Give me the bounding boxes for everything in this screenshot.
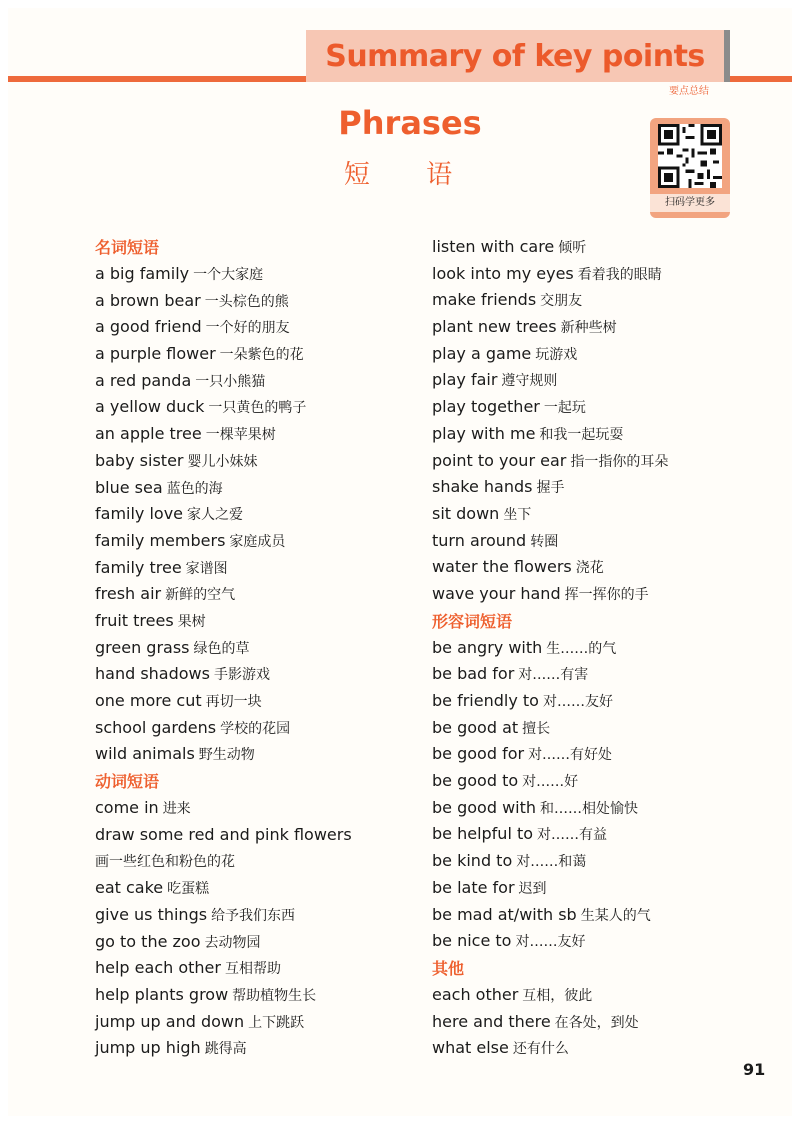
phrase-row [95,288,415,315]
phrase-chinese: 再切一块 [205,694,262,710]
phrase-chinese: 对……友好 [515,934,586,951]
phrase-english: be good with [432,797,537,817]
phrase-row [432,528,772,555]
phrase-chinese: 帮助植物生长 [232,987,317,1004]
qr-label: 扫码学更多 [650,194,730,212]
phrase-english: turn around [432,530,527,550]
phrase-chinese: 给予我们东西 [211,907,296,924]
phrase-chinese: 新种些树 [560,320,617,337]
phrase-english: jump up and down [95,1011,245,1031]
phrase-row [95,982,415,1009]
summary-subtitle: 要点总结 [669,86,709,97]
phrase-english: help each other [95,958,221,978]
phrase-row [432,768,772,795]
phrase-chinese: 一朵紫色的花 [219,347,304,364]
phrase-row [432,982,772,1009]
phrase-row [432,367,772,394]
phrase-row [432,688,772,715]
phrase-english: fruit trees [95,610,174,630]
phrase-row [432,1035,772,1062]
phrase-chinese: 互相，彼此 [522,987,593,1004]
phrase-english: water the flowers [432,557,572,577]
phrase-english: draw some red and pink flowers [95,824,352,844]
phrase-english: what else [432,1038,509,1058]
phrase-chinese: 指一指你的耳朵 [570,453,669,470]
phrase-row [432,474,772,501]
phrase-chinese: 学校的花园 [220,720,291,737]
phrase-chinese: 家人之爱 [187,507,244,524]
phrase-row [95,635,415,662]
phrase-english: hand shadows [95,664,210,684]
phrase-row [95,715,415,742]
phrase-chinese: 进来 [162,801,191,818]
phrase-chinese: 浇花 [575,560,604,577]
phrase-chinese: 对……有害 [518,667,589,684]
phrase-row [95,741,415,768]
page-number: 91 [743,1060,766,1079]
noun-phrase-list [95,261,415,768]
phrase-row [432,554,772,581]
phrase-row [95,475,415,502]
phrase-row [432,1009,772,1036]
phrase-row [95,501,415,528]
phrase-english: sit down [432,503,500,523]
phrase-row [95,555,415,582]
phrase-chinese: 在各处，到处 [554,1014,639,1031]
phrase-chinese: 握手 [536,480,565,497]
phrase-chinese: 一起玩 [543,400,586,417]
phrase-chinese: 蓝色的海 [166,480,223,497]
phrase-chinese: 上下跳跃 [248,1014,305,1031]
page-title: Phrases [338,104,482,142]
phrase-english: listen with care [432,237,555,256]
phrase-chinese: 吃蛋糕 [167,881,210,898]
phrase-english: baby sister [95,450,184,470]
phrase-row [432,741,772,768]
phrase-english: school gardens [95,717,217,737]
phrase-chinese: 对……有益 [537,827,608,844]
phrase-chinese: 迟到 [518,880,547,897]
phrase-english: give us things [95,904,208,924]
phrase-chinese: 一只黄色的鸭子 [208,400,307,417]
phrase-chinese: 还有什么 [512,1041,569,1058]
phrase-row [432,875,772,902]
phrase-chinese: 一只小熊猫 [195,373,266,390]
phrase-row [432,501,772,528]
phrase-english: be good at [432,717,519,737]
qr-code-icon [658,124,722,188]
phrase-chinese: 果树 [177,613,206,630]
phrase-row [95,448,415,475]
phrase-row [95,848,415,875]
phrase-english: be friendly to [432,691,539,710]
section-heading-adj: 形容词短语 [432,611,513,631]
phrase-row [95,421,415,448]
phrase-chinese: 野生动物 [198,747,255,764]
phrase-english: an apple tree [95,424,202,444]
phrase-chinese: 一个好的朋友 [205,320,290,337]
phrase-chinese: 手影游戏 [213,667,270,684]
phrase-english: play a game [432,343,532,363]
phrase-english: be kind to [432,851,513,871]
page [8,8,792,1116]
phrase-row [95,902,415,929]
phrase-english: family members [95,530,226,550]
phrase-english: a brown bear [95,290,201,310]
phrase-english: a purple flower [95,344,216,364]
phrase-english: play together [432,397,540,417]
phrase-english: green grass [95,637,190,657]
phrase-chinese: 对……好 [522,774,579,791]
phrase-chinese: 一个大家庭 [193,267,264,283]
phrase-row [95,368,415,395]
phrase-row [432,234,772,261]
qr-code-box[interactable] [650,118,730,218]
phrase-row [432,715,772,742]
phrase-chinese: 新鲜的空气 [165,587,236,604]
phrase-english: be helpful to [432,824,534,844]
phrase-row [432,661,772,688]
phrase-chinese: 生……的气 [546,640,617,657]
phrase-chinese: 看着我的眼睛 [577,266,662,283]
phrase-chinese: 遵守规则 [501,373,558,390]
phrase-chinese: 对……友好 [542,694,613,710]
phrase-chinese: 擅长 [522,720,551,737]
phrase-english: fresh air [95,584,162,604]
phrase-chinese: 绿色的草 [193,640,250,657]
phrase-chinese: 和……相处愉快 [540,800,639,817]
phrase-english: jump up high [95,1038,201,1058]
phrase-chinese: 家庭成员 [229,533,286,550]
phrase-english: be late for [432,877,515,897]
phrase-english: wave your hand [432,583,561,603]
phrase-row [95,955,415,982]
phrase-chinese: 家谱图 [185,560,228,577]
phrase-english: a good friend [95,317,202,337]
phrase-row [432,581,772,608]
phrase-row [432,928,772,955]
phrase-chinese: 对……有好处 [528,747,613,764]
phrase-english: plant new trees [432,317,557,337]
summary-tab [306,30,730,82]
phrase-row [432,314,772,341]
phrase-row [432,287,772,314]
phrase-english: be good to [432,771,519,791]
phrase-chinese: 去动物园 [204,934,261,951]
summary-title: Summary of key points [325,38,705,74]
phrase-row [432,448,772,475]
phrase-row [432,635,772,662]
phrase-english: point to your ear [432,450,567,470]
section-heading-noun: 名词短语 [95,238,160,257]
phrase-row [95,822,415,849]
phrase-english: be bad for [432,664,515,684]
section-heading-other: 其他 [432,958,465,978]
phrase-row [95,1009,415,1036]
other-phrase-list [432,982,772,1062]
phrase-row [95,341,415,368]
section-heading-verb: 动词短语 [95,772,160,792]
phrase-english: one more cut [95,691,202,710]
phrase-chinese: 坐下 [503,506,532,523]
phrase-chinese: 玩游戏 [535,346,578,363]
phrase-english: a red panda [95,370,192,390]
phrase-row [432,795,772,822]
phrase-row [432,394,772,421]
phrase-chinese: 和我一起玩耍 [539,426,624,443]
right-column [432,234,772,1062]
phrase-row [95,795,415,822]
phrase-row [95,581,415,608]
phrase-english: look into my eyes [432,263,574,283]
phrase-chinese: 生某人的气 [580,907,651,924]
phrase-chinese: 对……和蔼 [516,854,587,871]
phrase-row [95,1035,415,1062]
phrase-english: help plants grow [95,984,229,1004]
phrase-row [95,528,415,555]
phrase-row [432,341,772,368]
phrase-chinese: 互相帮助 [224,961,281,978]
phrase-english: a big family [95,264,190,283]
phrase-chinese: 画一些红色和粉色的花 [95,854,235,871]
phrase-chinese: 一棵苹果树 [205,427,276,444]
phrase-english: be nice to [432,931,512,951]
phrase-english: eat cake [95,878,164,898]
phrase-row [95,688,415,715]
phrase-row [432,261,772,288]
phrase-row [95,661,415,688]
phrase-english: be angry with [432,637,543,657]
phrase-english: play fair [432,370,498,390]
phrase-row [432,421,772,448]
verb-phrase-list [95,795,415,1062]
phrase-chinese: 倾听 [558,240,587,256]
left-column [95,234,415,1062]
phrase-english: family love [95,504,184,524]
phrase-english: family tree [95,557,182,577]
phrase-row [95,314,415,341]
phrase-english: go to the zoo [95,931,201,951]
phrase-chinese: 交朋友 [540,293,583,310]
phrase-chinese: 跳得高 [204,1041,247,1058]
phrase-row [95,394,415,421]
phrase-english: be mad at/with sb [432,904,577,924]
phrase-row [95,261,415,288]
verb-phrase-list-continued [432,234,772,608]
phrase-chinese: 转圈 [530,533,559,550]
phrase-english: make friends [432,290,537,310]
phrase-english: come in [95,798,159,818]
page-title-cn: 短 语 [343,160,477,190]
phrase-chinese: 婴儿小妹妹 [187,453,258,470]
phrase-chinese: 挥一挥你的手 [564,586,649,603]
phrase-chinese: 一头棕色的熊 [204,293,289,310]
adjective-phrase-list [432,635,772,955]
phrase-row [432,821,772,848]
phrase-english: a yellow duck [95,397,205,417]
phrase-row [95,875,415,902]
phrase-row [95,929,415,956]
phrase-english: wild animals [95,744,195,764]
phrase-english: blue sea [95,477,163,497]
phrase-row [95,608,415,635]
phrase-english: be good for [432,744,525,764]
phrase-english: here and there [432,1011,551,1031]
phrase-english: play with me [432,423,536,443]
phrase-english: shake hands [432,477,533,497]
phrase-english: each other [432,984,519,1004]
phrase-row [432,848,772,875]
phrase-row [432,902,772,929]
